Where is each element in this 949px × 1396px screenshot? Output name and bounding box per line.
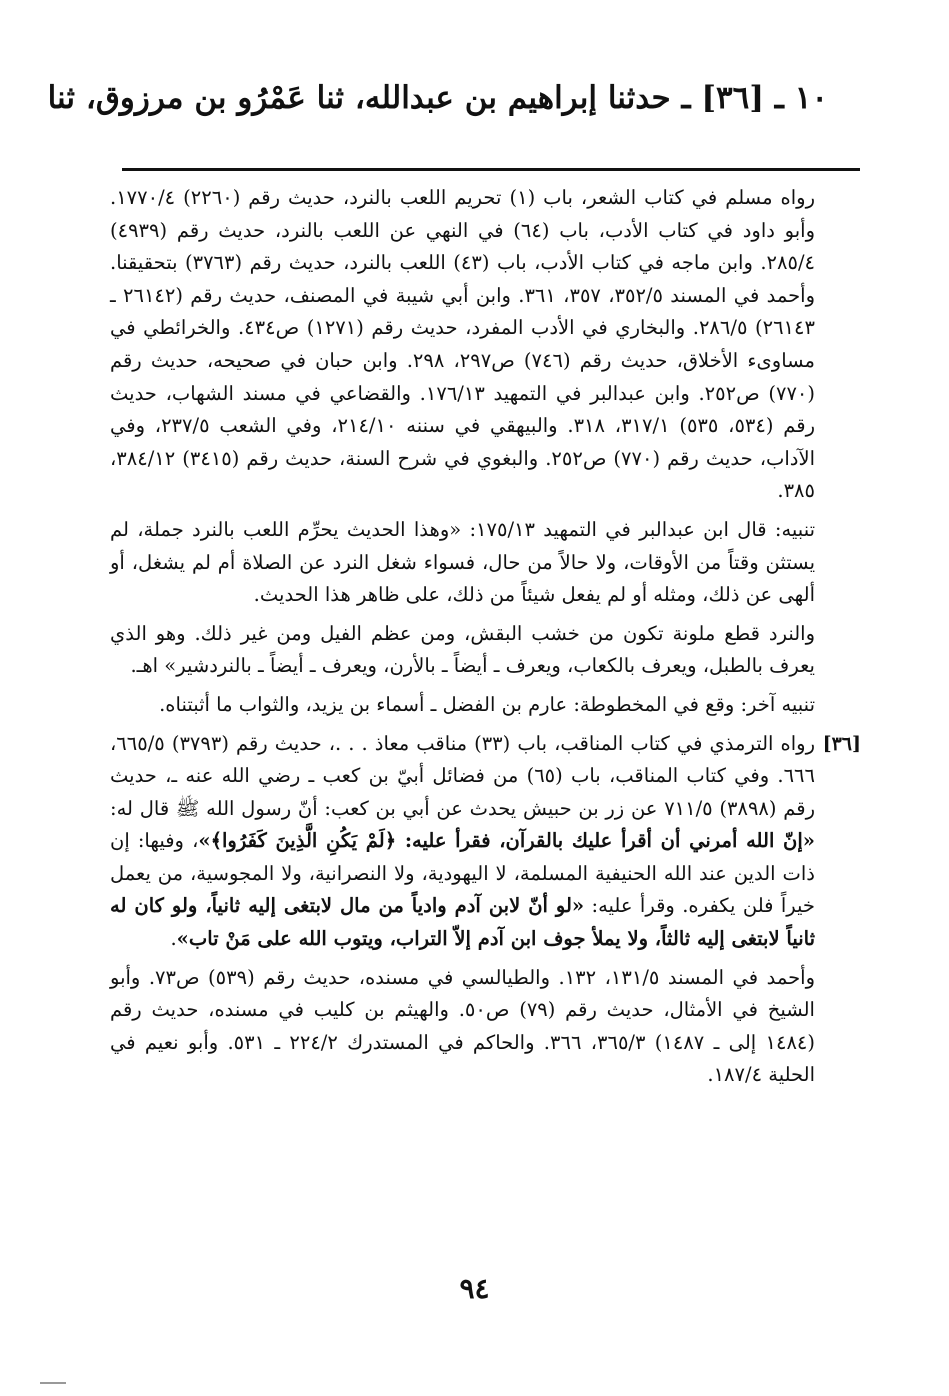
main-text-line: ١٠ ـ [٣٦] ـ حدثنا إبراهيم بن عبدالله، ثنا عَمْرُو بن مرزوق، ثنا [47, 80, 828, 116]
footnotes-block [110, 182, 861, 1098]
footnote-36-text-c: ، وفيها: إن ذات الدين عند الله الحنيفية المسلمة، لا اليهودية، ولا النصرانية، ولا المجوسية، من يعمل خيراً فلن يكفره. وقرأ عليه: [110, 829, 815, 918]
footnote-tanbih-akhar-paragraph: تنبيه آخر: وقع في المخطوطة: عارم بن الفضل ـ أسماء بن يزيد، والثواب ما أثبتناه. [159, 692, 815, 716]
page-number: ٩٤ [459, 1272, 490, 1305]
footnote-36-text-e: . [170, 927, 177, 951]
separator-rule [122, 168, 860, 171]
footnote-nard-paragraph: والنرد قطع ملونة تكون من خشب البقش، ومن عظم الفيل ومن غير ذلك. وهو الذي يعرف بالطبل، ويعرف بالكعاب، ويعرف ـ أيضاً ـ بالأرن، ويعرف ـ أيضاً ـ بالنردشير» اهـ. [110, 621, 815, 678]
footnote-sources-paragraph: وأحمد في المسند ١٣١/٥، ١٣٢. والطيالسي في مسنده، حديث رقم (٥٣٩) ص٧٣. وأبو الشيخ في الأمثال، حديث رقم (٧٩) ص٥٠. والهيثم بن كليب في مسنده، حديث رقم (١٤٨٤ إلى ـ ١٤٨٧) ٣٦٥/٣، ٣٦٦. والحاكم في المستدرك ٢٢٤/٢ ـ ٥٣١. وأبو نعيم في الحلية ١٨٧/٤. [110, 965, 816, 1087]
footnote-tanbih-paragraph: تنبيه: قال ابن عبدالبر في التمهيد ١٧٥/١٣: «وهذا الحديث يحرِّم اللعب بالنرد جملة، لم يستثن وقتاً من الأوقات، ولا حالاً من حال، فسواء شغل النرد عن الصلاة أم لم يشغل، أو ألهى عن ذلك، ومثله أو لم يفعل شيئاً من ذلك، على ظاهر هذا الحديث. [110, 517, 816, 607]
footnote-takhrij-paragraph: رواه مسلم في كتاب الشعر، باب (١) تحريم اللعب بالنرد، حديث رقم (٢٢٦٠) ١٧٧٠/٤. وأبو داود في كتاب الأدب، باب (٦٤) في النهي عن اللعب بالنرد، حديث رقم (٤٩٣٩) ٢٨٥/٤. وابن ماجه في كتاب الأدب، باب (٤٣) اللعب بالنرد، حديث رقم (٣٧٦٣) بتحقيقنا. وأحمد في المسند ٣٥٢/٥، ٣٥٧، ٣٦١. وابن أبي شيبة في المصنف، حديث رقم (٢٦١٤٢ ـ ٢٦١٤٣) ٢٨٦/٥. والبخاري في الأدب المفرد، حديث رقم (١٢٧١) ص٤٣٤. والخرائطي في مساوىء الأخلاق، حديث رقم (٧٤٦) ص٢٩٧، ٢٩٨. وابن حبان في صحيحه، حديث رقم (٧٧٠) ص٢٥٢. وابن عبدالبر في التمهيد ١٧٦/١٣. والقضاعي في مسند الشهاب، حديث رقم (٥٣٤، ٥٣٥) ٣١٧/١، ٣١٨. والبيهقي في سننه ٢١٤/١٠، وفي الشعب ٢٣٧/٥، وفي الآداب، حديث رقم (٧٧٠) ص٢٥٢. والبغوي في شرح السنة، حديث رقم (٣٤١٥) ٣٨٤/١٢، ٣٨٥. [110, 186, 816, 503]
footnote-reference-number: [٣٦] [822, 732, 861, 755]
scan-mark [40, 1382, 66, 1384]
footnote-36-hadith-quote-1: «إنّ الله أمرني أن أقرأ عليك بالقرآن، فقرأ عليه: ﴿لَمْ يَكُنِ الَّذِينَ كَفَرُوا﴾» [198, 829, 815, 853]
footnote-36-hadith-quote-2: «لو أنّ لابن آدم وادياً من مال لابتغى إليه ثانياً، ولو كان له ثانياً لابتغى إليه ثالثاً، ولا يملأ جوف ابن آدم إلاّ التراب، ويتوب الله على مَنْ تاب» [110, 894, 815, 951]
footnote-36-paragraph [110, 728, 861, 956]
footnote-36-text-a: رواه الترمذي في كتاب المناقب، باب (٣٣) مناقب معاذ . . .، حديث رقم (٣٧٩٣) ٦٦٥/٥، ٦٦٦. وفي كتاب المناقب، باب (٦٥) من فضائل أبيّ بن كعب ـ رضي الله عنه ـ، حديث رقم (٣٨٩٨) ٧١١/٥ عن زر بن حبيش يحدث عن أبي بن كعب: أنّ رسول الله ﷺ قال له: [110, 731, 816, 820]
